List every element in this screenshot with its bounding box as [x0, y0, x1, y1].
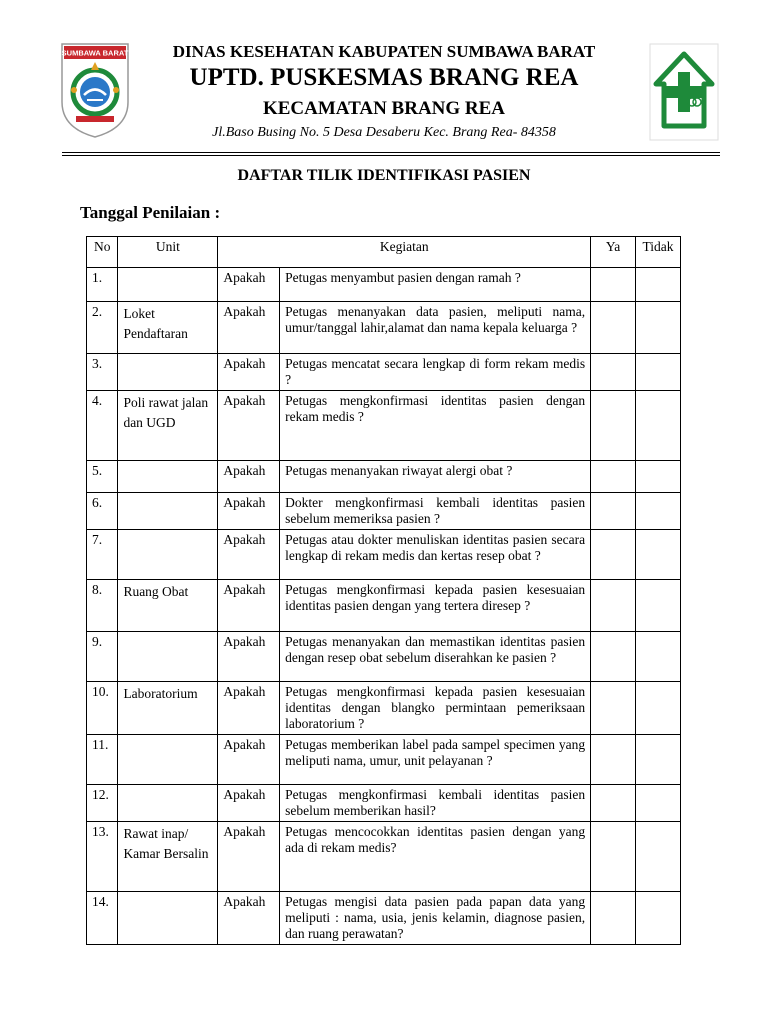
svg-text:SUMBAWA BARAT: SUMBAWA BARAT [61, 48, 129, 58]
row-no-cell[interactable] [636, 354, 681, 391]
row-yes-cell[interactable] [591, 632, 636, 682]
row-activity: Petugas mengkonfirmasi kepada pasien kesesuaian identitas pasien dengan yang tertera diresep ? [280, 580, 591, 632]
checklist-table [86, 236, 681, 945]
row-no-cell[interactable] [636, 268, 681, 302]
header-no: No [87, 237, 118, 268]
row-no-cell[interactable] [636, 785, 681, 822]
header-divider [62, 152, 720, 156]
row-question-prefix: Apakah [218, 461, 280, 493]
row-no-cell[interactable] [636, 530, 681, 580]
row-no-cell[interactable] [636, 302, 681, 354]
row-question-prefix: Apakah [218, 268, 280, 302]
row-no-cell[interactable] [636, 461, 681, 493]
district-name: KECAMATAN BRANG REA [262, 98, 506, 119]
row-question-prefix: Apakah [218, 391, 280, 461]
row-number: 12. [87, 785, 118, 822]
row-activity: Petugas menanyakan riwayat alergi obat ? [280, 461, 591, 493]
row-number: 10. [87, 682, 118, 735]
row-number: 6. [87, 493, 118, 530]
table-row [87, 461, 681, 493]
row-activity: Petugas menyambut pasien dengan ramah ? [280, 268, 591, 302]
row-yes-cell[interactable] [591, 461, 636, 493]
row-number: 5. [87, 461, 118, 493]
row-no-cell[interactable] [636, 682, 681, 735]
row-activity: Petugas memberikan label pada sampel specimen yang meliputi nama, umur, unit pelayanan ? [280, 735, 591, 785]
row-no-cell[interactable] [636, 735, 681, 785]
row-unit: Ruang Obat [118, 580, 218, 632]
row-yes-cell[interactable] [591, 302, 636, 354]
row-no-cell[interactable] [636, 892, 681, 945]
row-activity: Dokter mengkonfirmasi kembali identitas pasien sebelum memeriksa pasien ? [280, 493, 591, 530]
row-question-prefix: Apakah [218, 580, 280, 632]
assessment-date-label: Tanggal Penilaian : [80, 203, 221, 222]
row-question-prefix: Apakah [218, 682, 280, 735]
row-question-prefix: Apakah [218, 822, 280, 892]
row-unit [118, 892, 218, 945]
row-question-prefix: Apakah [218, 493, 280, 530]
document-title: DAFTAR TILIK IDENTIFIKASI PASIEN [237, 167, 531, 184]
table-row [87, 530, 681, 580]
row-question-prefix: Apakah [218, 302, 280, 354]
row-yes-cell[interactable] [591, 268, 636, 302]
table-row [87, 892, 681, 945]
row-yes-cell[interactable] [591, 735, 636, 785]
header-no-answer: Tidak [636, 237, 681, 268]
row-no-cell[interactable] [636, 580, 681, 632]
table-header-row [87, 237, 681, 268]
table-row [87, 268, 681, 302]
row-number: 9. [87, 632, 118, 682]
row-unit: Laboratorium [118, 682, 218, 735]
row-unit [118, 493, 218, 530]
row-yes-cell[interactable] [591, 391, 636, 461]
row-question-prefix: Apakah [218, 530, 280, 580]
row-yes-cell[interactable] [591, 822, 636, 892]
row-yes-cell[interactable] [591, 580, 636, 632]
header-unit: Unit [118, 237, 218, 268]
table-row [87, 391, 681, 461]
row-unit [118, 632, 218, 682]
table-row [87, 682, 681, 735]
row-unit [118, 461, 218, 493]
header-yes: Ya [591, 237, 636, 268]
row-question-prefix: Apakah [218, 354, 280, 391]
row-activity: Petugas mencocokkan identitas pasien dengan yang ada di rekam medis? [280, 822, 591, 892]
row-unit [118, 785, 218, 822]
header-activity: Kegiatan [218, 237, 591, 268]
row-unit: Loket Pendaftaran [118, 302, 218, 354]
agency-name: DINAS KESEHATAN KABUPATEN SUMBAWA BARAT [172, 42, 596, 61]
row-yes-cell[interactable] [591, 493, 636, 530]
row-yes-cell[interactable] [591, 354, 636, 391]
puskesmas-logo-icon [648, 42, 720, 142]
table-row [87, 493, 681, 530]
row-yes-cell[interactable] [591, 682, 636, 735]
row-number: 13. [87, 822, 118, 892]
row-activity: Petugas mengkonfirmasi identitas pasien dengan rekam medis ? [280, 391, 591, 461]
row-no-cell[interactable] [636, 632, 681, 682]
row-number: 4. [87, 391, 118, 461]
row-activity: Petugas mencatat secara lengkap di form rekam medis ? [280, 354, 591, 391]
table-row [87, 822, 681, 892]
row-activity: Petugas mengkonfirmasi kembali identitas pasien sebelum memberikan hasil? [280, 785, 591, 822]
row-unit [118, 354, 218, 391]
row-activity: Petugas menanyakan dan memastikan identitas pasien dengan resep obat sebelum diserahkan ke pasien ? [280, 632, 591, 682]
row-unit: Rawat inap/ Kamar Bersalin [118, 822, 218, 892]
row-yes-cell[interactable] [591, 530, 636, 580]
row-number: 8. [87, 580, 118, 632]
table-row [87, 354, 681, 391]
row-activity: Petugas mengkonfirmasi kepada pasien kesesuaian identitas dengan blangko permintaan pemeriksaan laboratorium ? [280, 682, 591, 735]
row-number: 14. [87, 892, 118, 945]
table-row [87, 302, 681, 354]
row-number: 1. [87, 268, 118, 302]
row-question-prefix: Apakah [218, 735, 280, 785]
row-question-prefix: Apakah [218, 892, 280, 945]
table-row [87, 580, 681, 632]
row-no-cell[interactable] [636, 493, 681, 530]
row-unit [118, 530, 218, 580]
row-activity: Petugas atau dokter menuliskan identitas pasien secara lengkap di rekam medis dan kertas resep obat ? [280, 530, 591, 580]
row-number: 11. [87, 735, 118, 785]
row-question-prefix: Apakah [218, 785, 280, 822]
row-number: 7. [87, 530, 118, 580]
table-row [87, 785, 681, 822]
row-unit [118, 735, 218, 785]
row-yes-cell[interactable] [591, 785, 636, 822]
institution-name: UPTD. PUSKESMAS BRANG REA [189, 64, 579, 91]
table-row [87, 735, 681, 785]
row-activity: Petugas menanyakan data pasien, meliputi nama, umur/tanggal lahir,alamat dan nama kepala keluarga ? [280, 302, 591, 354]
row-question-prefix: Apakah [218, 632, 280, 682]
address: Jl.Baso Busing No. 5 Desa Desaberu Kec. Brang Rea- 84358 [212, 125, 556, 140]
row-number: 2. [87, 302, 118, 354]
row-unit: Poli rawat jalan dan UGD [118, 391, 218, 461]
row-no-cell[interactable] [636, 391, 681, 461]
row-unit [118, 268, 218, 302]
letterhead [0, 0, 768, 155]
row-no-cell[interactable] [636, 822, 681, 892]
row-activity: Petugas mengisi data pasien pada papan data yang meliputi : nama, usia, jenis kelamin, diagnose pasien, dan ruang perawatan? [280, 892, 591, 945]
row-yes-cell[interactable] [591, 892, 636, 945]
table-row [87, 632, 681, 682]
row-number: 3. [87, 354, 118, 391]
